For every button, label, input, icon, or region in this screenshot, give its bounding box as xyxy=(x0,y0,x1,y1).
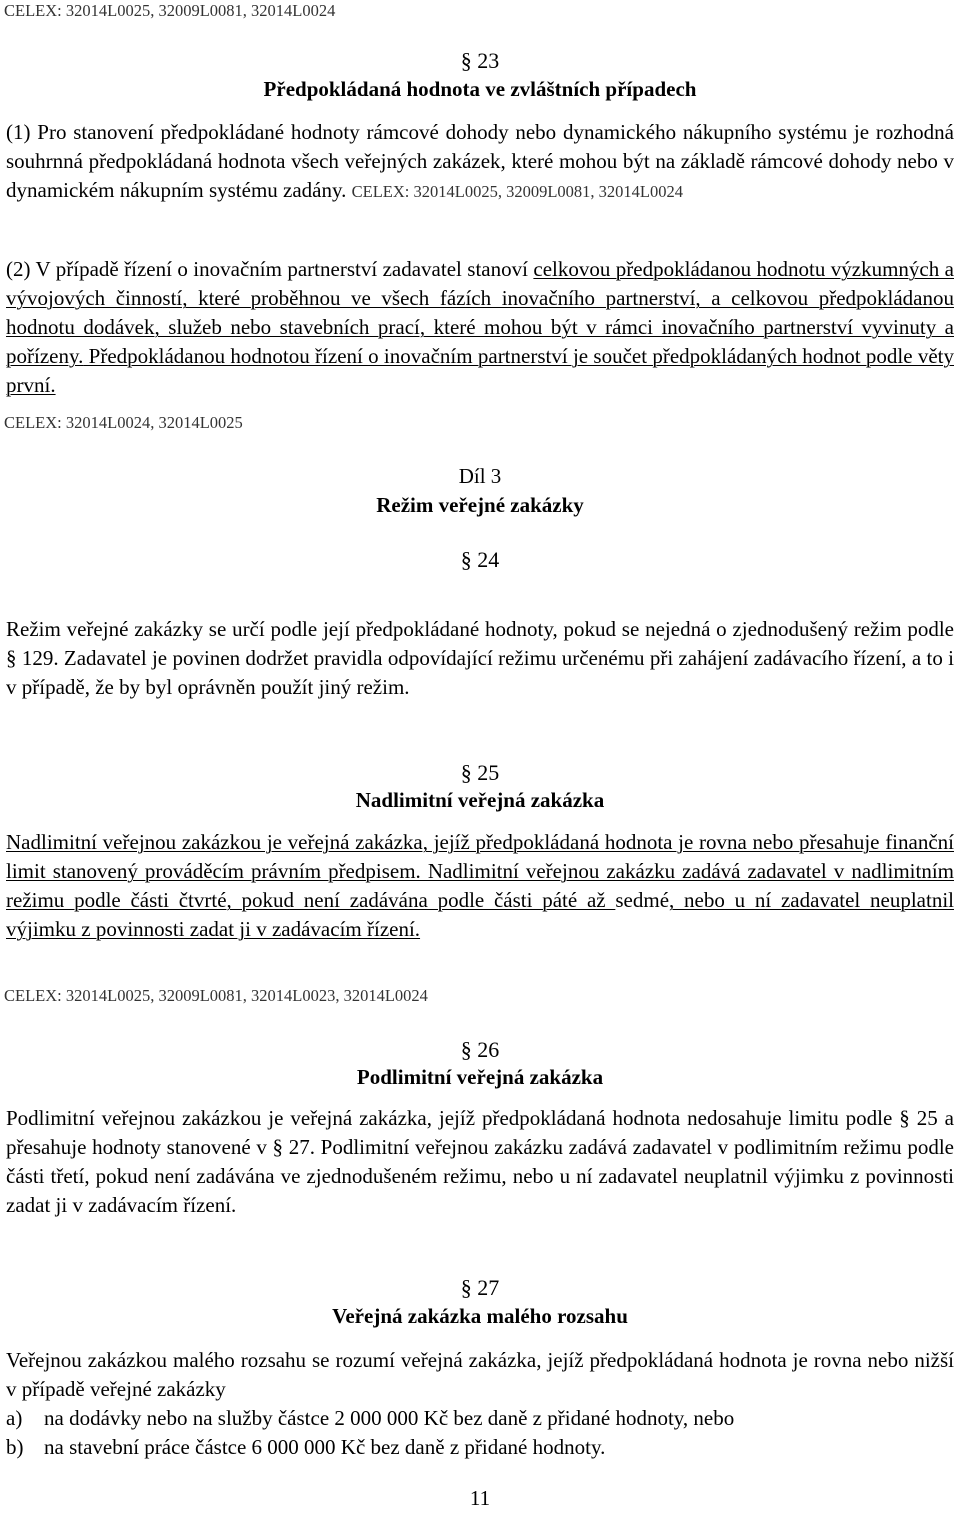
paragraph-23-2 xyxy=(6,255,954,400)
section-title-27: Veřejná zakázka malého rozsahu xyxy=(332,1304,628,1328)
section-number-27: § 27 xyxy=(460,1275,500,1300)
part-label: Díl 3 xyxy=(458,464,502,488)
celex-reference: CELEX: 32014L0024, 32014L0025 xyxy=(4,413,243,432)
section-number-23: § 23 xyxy=(460,48,500,73)
list-item xyxy=(6,1404,954,1433)
celex-reference: CELEX: 32014L0025, 32009L0081, 32014L0024 xyxy=(351,182,683,201)
paragraph-23-1 xyxy=(6,118,954,205)
celex-reference: CELEX: 32014L0025, 32009L0081, 32014L0024 xyxy=(4,1,336,20)
list-item-text: na stavební práce částce 6 000 000 Kč bez daně z přidané hodnoty. xyxy=(44,1435,606,1459)
section-number-25: § 25 xyxy=(460,760,500,785)
section-number-26: § 26 xyxy=(460,1037,500,1062)
list-item-label: b) xyxy=(6,1435,24,1459)
paragraph-27-1 xyxy=(6,1346,954,1462)
paragraph-25-1-text: sedmé xyxy=(615,888,670,912)
amendment-underline-text: celkovou předpokládanou hodnotu výzkumných a vývojových činností, které proběhnou ve všech fázích inovačního partnerství, a celkovou předpokládanou hodnotu dodávek, služeb nebo stavebních prací, které mohou být v rámci inovačního partnerství vyvinuty a pořízeny. xyxy=(6,257,954,368)
paragraph-23-2-text-a: (2) V případě řízení o inovačním partnerství zadavatel stanoví xyxy=(6,257,534,281)
amendment-underline-text: Předpokládanou hodnotou řízení o inovačním partnerství je součet předpokládaných hodnot podle věty první. xyxy=(6,344,954,397)
list-item xyxy=(6,1433,954,1462)
celex-reference: CELEX: 32014L0025, 32009L0081, 32014L0023, 32014L0024 xyxy=(4,986,428,1005)
paragraph-27-1-text: Veřejnou zakázkou malého rozsahu se rozumí veřejná zakázka, jejíž předpokládaná hodnota je rovna nebo nižší v případě veřejné zakázky xyxy=(6,1348,954,1401)
list-item-text: na dodávky nebo na služby částce 2 000 000 Kč bez daně z přidané hodnoty, nebo xyxy=(44,1406,735,1430)
section-number-24: § 24 xyxy=(460,547,500,572)
section-title-26: Podlimitní veřejná zakázka xyxy=(356,1065,604,1089)
amendment-underline-text: Nadlimitní veřejnou zakázkou je veřejná zakázka, jejíž předpokládaná hodnota je rovna nebo přesahuje finanční limit stanovený prováděcím právním předpisem. Nadlimitní veřejnou zakázku zadává zadavatel v nadlimitním režimu podle části čtvrté, pokud není zadávána podle části páté až xyxy=(6,830,954,912)
paragraph-26-1: Podlimitní veřejnou zakázkou je veřejná zakázka, jejíž předpokládaná hodnota nedosahuje limitu podle § 25 a přesahuje hodnoty stanovené v § 27. Podlimitní veřejnou zakázku zadává zadavatel v podlimitním režimu podle části třetí, pokud není zadávána ve zjednodušeném režimu, nebo u ní zadavatel neuplatnil výjimku z povinnosti zadat ji v zadávacím řízení. xyxy=(6,1106,954,1217)
amendment-underline-text: , nebo u ní zadavatel neuplatnil výjimku z povinnosti zadat ji v zadávacím řízení. xyxy=(6,888,954,941)
paragraph-24-1: Režim veřejné zakázky se určí podle její předpokládané hodnoty, pokud se nejedná o zjednodušený režim podle § 129. Zadavatel je povinen dodržet pravidla odpovídající režimu určenému při zahájení zadávacího řízení, a to i v případě, že by byl oprávněn použít jiný režim. xyxy=(6,617,954,699)
paragraph-25-1 xyxy=(6,828,954,944)
section-title-25: Nadlimitní veřejná zakázka xyxy=(355,788,605,812)
part-title: Režim veřejné zakázky xyxy=(376,493,584,517)
list-item-label: a) xyxy=(6,1406,23,1430)
paragraph-23-1-text: (1) Pro stanovení předpokládané hodnoty rámcové dohody nebo dynamického nákupního systému je rozhodná souhrnná předpokládaná hodnota všech veřejných zakázek, které mohou být na základě rámcové dohody nebo v dynamickém nákupním systému zadány. xyxy=(6,120,954,202)
section-title-23: Předpokládaná hodnota ve zvláštních případech xyxy=(263,77,697,101)
page-number: 11 xyxy=(469,1486,491,1510)
